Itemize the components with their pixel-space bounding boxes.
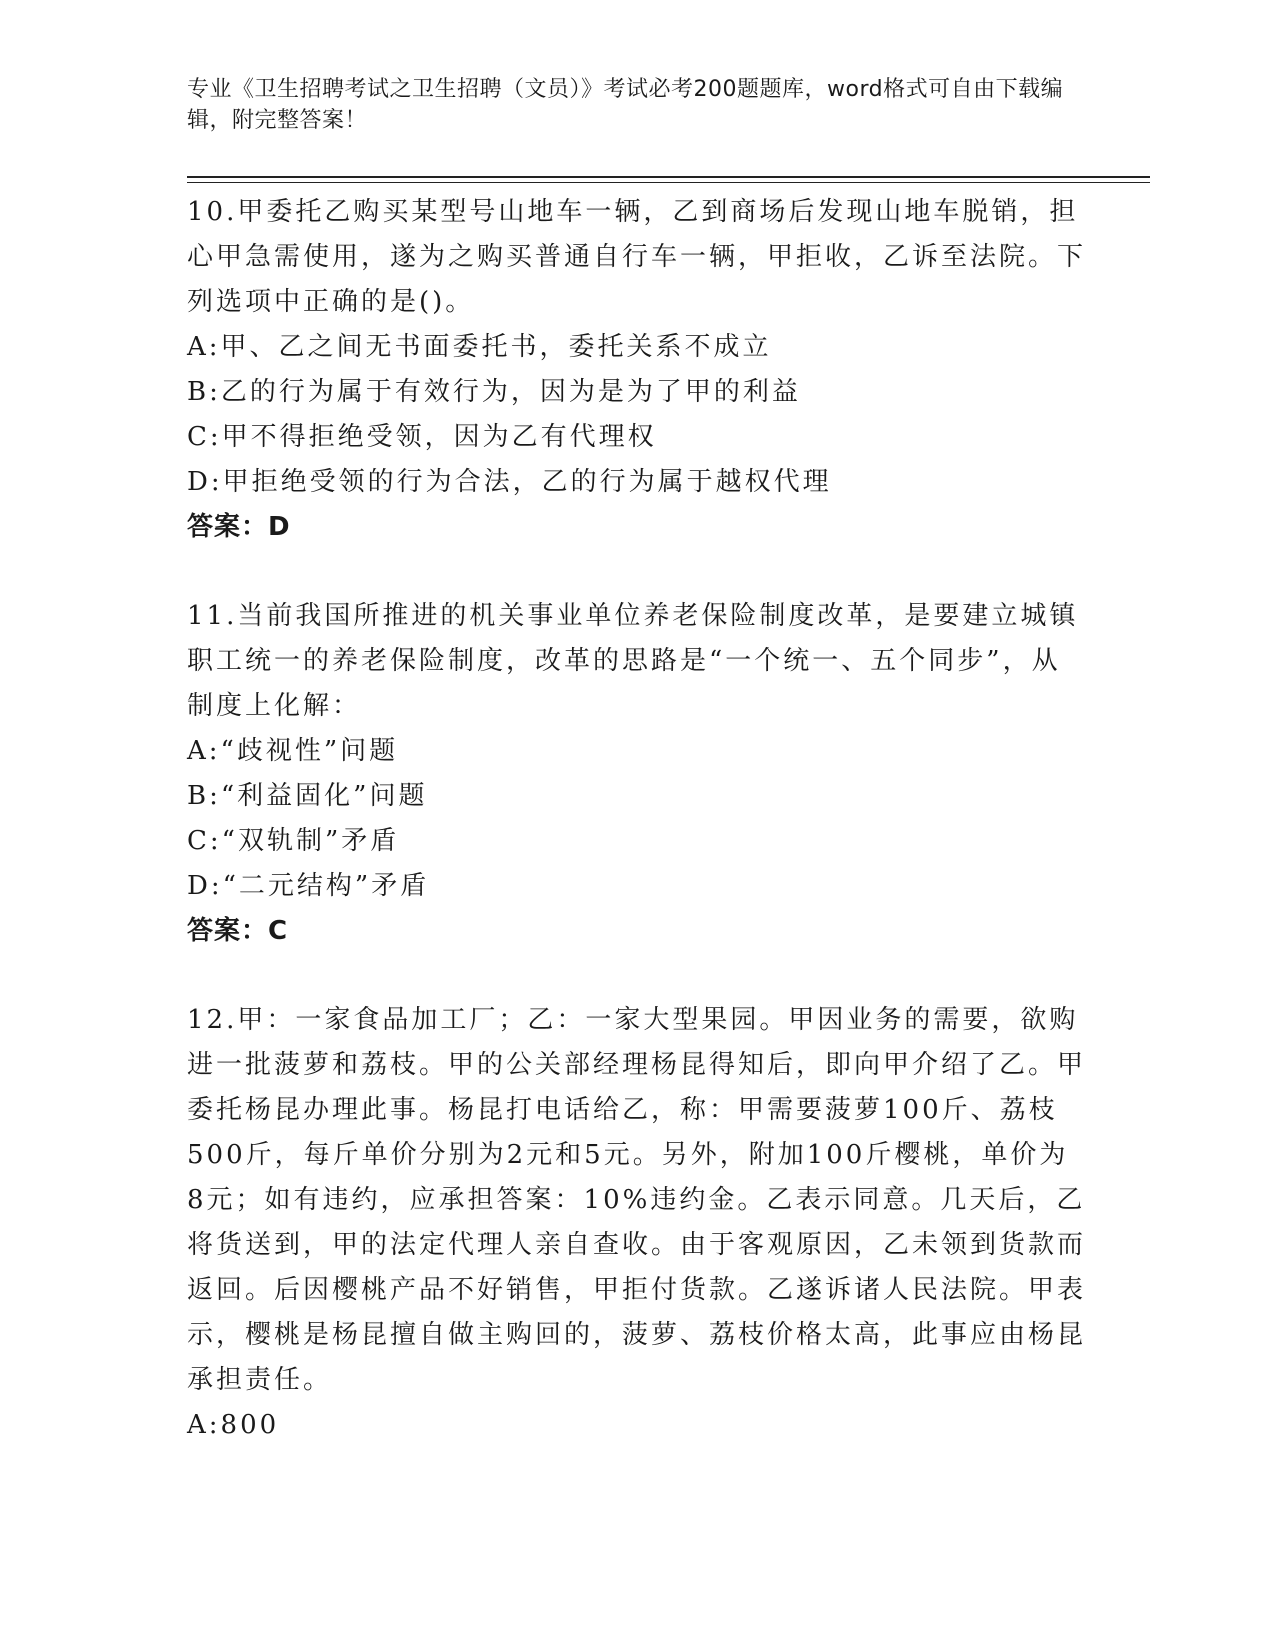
question-11 [187, 594, 1087, 954]
answer: 答案：D [187, 512, 291, 542]
option-c: C:甲不得拒绝受领，因为乙有代理权 [187, 422, 657, 452]
option-b: B:“利益固化”问题 [187, 781, 428, 811]
document-header: 专业《卫生招聘考试之卫生招聘（文员）》考试必考200题题库，word格式可自由下载编辑，附完整答案！ [187, 77, 1064, 133]
header-divider-thin [187, 182, 1150, 183]
question-12 [187, 998, 1087, 1448]
question-10 [187, 190, 1087, 550]
question-text: 11.当前我国所推进的机关事业单位养老保险制度改革，是要建立城镇职工统一的养老保险制度，改革的思路是“一个统一、五个同步”，从制度上化解： [187, 601, 1079, 721]
question-text: 10.甲委托乙购买某型号山地车一辆，乙到商场后发现山地车脱销，担心甲急需使用，遂为之购买普通自行车一辆，甲拒收，乙诉至法院。下列选项中正确的是()。 [187, 197, 1087, 317]
option-a: A:“歧视性”问题 [187, 736, 399, 766]
answer: 答案：C [187, 916, 289, 946]
option-b: B:乙的行为属于有效行为，因为是为了甲的利益 [187, 377, 801, 407]
option-c: C:“双轨制”矛盾 [187, 826, 400, 856]
question-list [187, 190, 1087, 1492]
option-d: D:甲拒绝受领的行为合法，乙的行为属于越权代理 [187, 467, 832, 497]
option-a: A:甲、乙之间无书面委托书，委托关系不成立 [187, 332, 772, 362]
option-a: A:800 [187, 1410, 280, 1440]
option-d: D:“二元结构”矛盾 [187, 871, 430, 901]
question-text: 12.甲：一家食品加工厂；乙：一家大型果园。甲因业务的需要，欲购进一批菠萝和荔枝。甲的公关部经理杨昆得知后，即向甲介绍了乙。甲委托杨昆办理此事。杨昆打电话给乙，称：甲需要菠萝100斤、荔枝500斤，每斤单价分别为2元和5元。另外，附加100斤樱桃，单价为8元；如有违约，应承担答案：10%违约金。乙表示同意。几天后，乙将货送到，甲的法定代理人亲自查收。由于客观原因，乙未领到货款而返回。后因樱桃产品不好销售，甲拒付货款。乙遂诉诸人民法院。甲表示，樱桃是杨昆擅自做主购回的，菠萝、荔枝价格太高，此事应由杨昆承担责任。 [187, 1005, 1087, 1395]
header-divider-thick [187, 176, 1150, 178]
